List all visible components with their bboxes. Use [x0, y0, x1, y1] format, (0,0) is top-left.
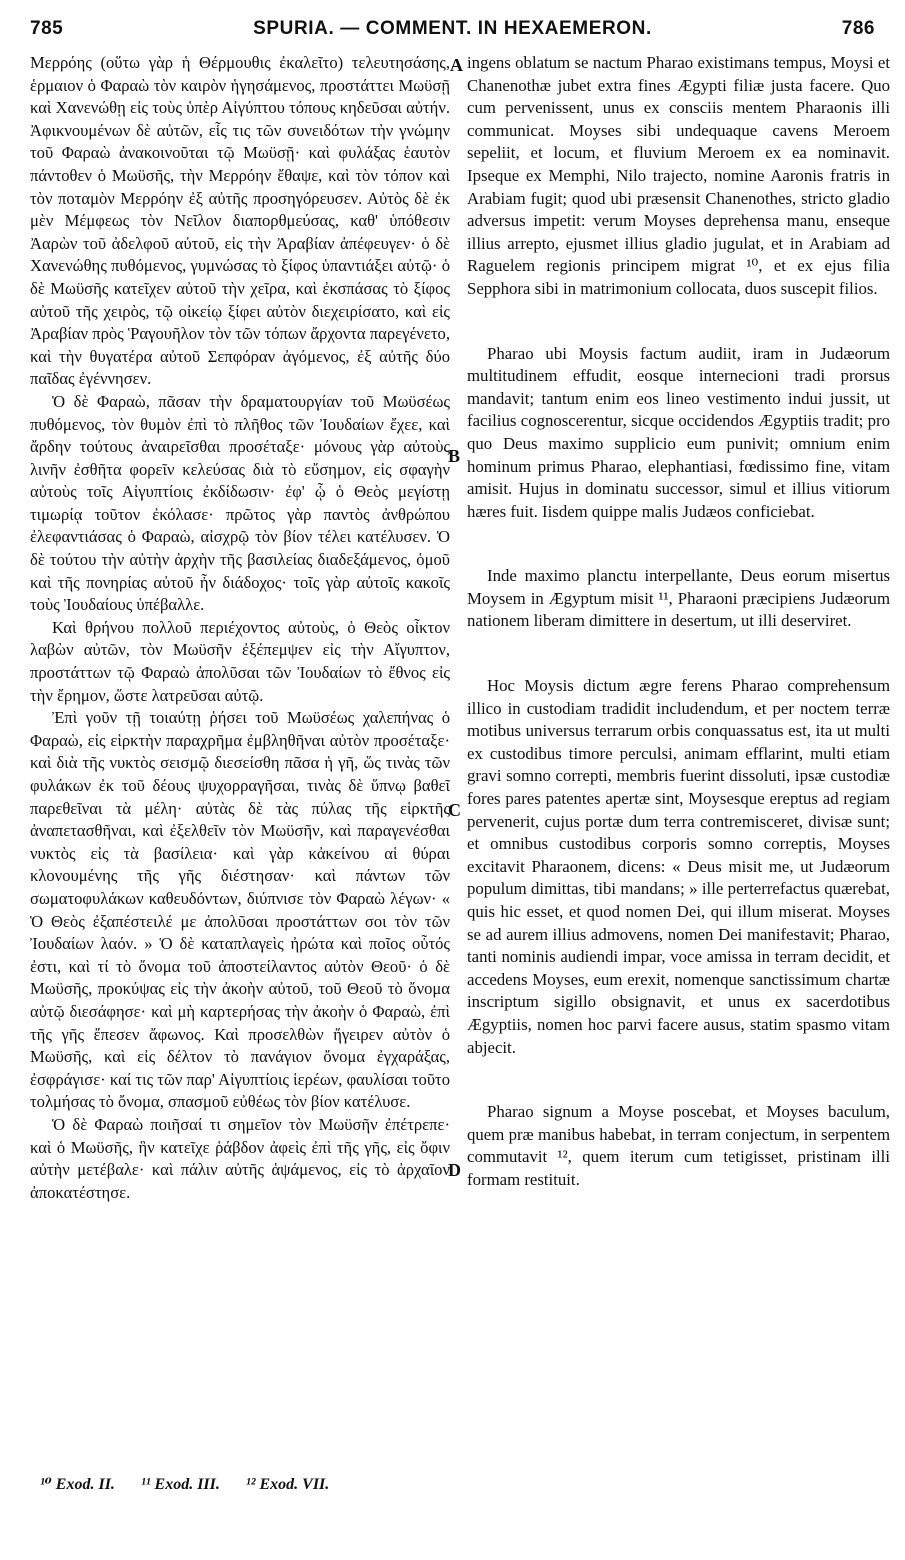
latin-paragraph-2: Pharao ubi Moysis factum audiit, iram in Judæorum multitudinem effudit, eosque internecioni tradi prorsus mandavit; tantum enim eos lineo vestimento indui jussit, ut facilius cognoscerentur, sicque occidendos Ægyptiis tradit; pro quo Deus maximo supplicio eum punivit; omnium enim hominum primus Pharao, elephantiasi, fœdissimo fine, vitam amisit. Hujus in dominatu successor, simul et illius vitiorum hæres fuit. Iisdem quippe malis Judæos conficiebat.: [467, 343, 890, 521]
section-marker-d: D: [448, 1160, 461, 1180]
greek-paragraph-3: Καὶ θρήνου πολλοῦ περιέχοντος αὐτοὺς, ὁ Θεὸς οἶκτον λαβὼν αὐτῶν, τὸν Μωϋσῆν ἐξέπεμψεν εἰς τὴν Αἴγυπτον, προστάττων τῷ Φαραὼ ἀπολῦσαι τῶν Ἰουδαίων τὸ ἔθνος εἰς τὴν ἔρημον, ὥστε λατρεῦσαι αὐτῷ.: [30, 617, 450, 705]
footnote-12: ¹² Exod. VII.: [245, 1476, 330, 1493]
footnote-11: ¹¹ Exod. III.: [140, 1476, 220, 1493]
section-marker-a: A: [450, 55, 463, 75]
latin-paragraph-4: Hoc Moysis dictum ægre ferens Pharao comprehensum illico in custodiam tradidit includendum, et per noctem terræ motibus universus terrarum orbis conquassatus est, ita ut multi ex custodibus timore perculsi, animam efflarint, multi etiam gravi somno correpti, membris fuerint dissoluti, ipsæ custodiæ fores pares patentes apertæ sint, Moysesque ereptus ad regiam pervenerit, cujus portæ dum terra contremisceret, divisæ sunt; et omnibus custodibus corporis somno correptis, Moyses excitavit Pharaonem, dicens: « Deus misit me, ut Judæorum populum dimittas, tibi mandans; » ille perterrefactus quærebat, quis hic esset, et quod nomen Dei, qui illum miserat. Moyses se ad aurem illius admovens, nomen Dei manifestavit; Pharao, tanti nominis audiendi impar, voce amissa in terram decidit, et accedens Moyses, eum erexit, nomenque sanctissimum chartæ inscriptum sigillo obsignavit, et unus ex sacerdotibus Ægyptiis, nomen hoc parvi facere ausus, statim spasmo vitam abjecit.: [467, 676, 890, 1057]
running-title: SPURIA. — COMMENT. IN HEXAEMERON.: [253, 18, 652, 39]
section-marker-b: B: [448, 446, 461, 466]
section-marker-c: C: [448, 800, 461, 820]
footnote-10: ¹⁰ Exod. II.: [40, 1476, 115, 1493]
left-page-number: 785: [30, 18, 64, 39]
greek-paragraph-5: Ὁ δὲ Φαραὼ ποιῆσαί τι σημεῖον τὸν Μωϋσῆν ἐπέτρεπε· καὶ ὁ Μωϋσῆς, ἣν κατεῖχε ῥάβδον ἀφεὶς ἐπὶ τῆς γῆς, εἰς ὄφιν αὐτὴν μετέβαλε· καὶ πάλιν αὐτῆς ἁψάμενος, εἰς τὸ ἀρχαῖον ἀποκατέστησε.: [30, 1114, 450, 1202]
page-header: [30, 18, 875, 44]
latin-paragraph-5: Pharao signum a Moyse poscebat, et Moyses baculum, quem præ manibus habebat, in terram conjectum, in serpentem commutavit ¹², quem iterum cum tetigisset, pristinam illi formam restituit.: [467, 1102, 890, 1189]
greek-paragraph-2: Ὁ δὲ Φαραὼ, πᾶσαν τὴν δραματουργίαν τοῦ Μωϋσέως πυθόμενος, τὸν θυμὸν ἐπὶ τὸ πλῆθος τῶν Ἰουδαίων ἔχεε, καὶ ἄρδην τούτους ἀναιρεῖσθαι προσέταξε· μόνους γὰρ αὐτοὺς λινῆν ἐσθῆτα φορεῖν κελεύσας διὰ τὸ εὔσημον, εἰς σφαγὴν αὐτοὺς τοῖς Αἰγυπτίοις ἐκδίδωσιν· ἐφ' ᾧ ὁ Θεὸς μεγίστῃ τιμωρίᾳ τοῦτον ἐκόλασε· πρῶτος γὰρ παντὸς ἀνθρώπου ἐλεφαντιάσας ὁ Φαραὼ, αἰσχρῷ τὸν βίον τέλει κατέλυσεν. Ὁ δὲ τούτου τὴν αὐτὴν ἀρχὴν τῆς βασιλείας διαδεξάμενος, ὁμοῦ καὶ τῆς πονηρίας αὐτοῦ ἦν διάδοχος· τοῖς γὰρ αὐτοῖς κακοῖς τοὺς Ἰουδαίους ὑπέβαλλε.: [30, 391, 450, 615]
greek-paragraph-1: Μερρόης (οὕτω γὰρ ἡ Θέρμουθις ἐκαλεῖτο) τελευτησάσης, ἑρμαιον ὁ Φαραὼ τὸν καιρὸν ἡγησάμενος, προστάττει Μωϋσῇ καὶ Χανενώθῃ εἰς τοὺς ὑπὲρ Αἰγύπτου τόπους κηδεῦσαι αὐτήν. Ἀφικνουμένων δὲ αὐτῶν, εἷς τις τῶν συνειδότων τὴν γνώμην τοῦ Φαραὼ ἀνακοινοῦται τῷ Μωϋσῇ· καὶ φυλάξας ἑαυτὸν πάντοθεν ὁ Μωϋσῆς, τὴν Μερρόην ἔθαψε, καὶ τὸν τόπον καὶ τὸν ποταμὸν Μερρόην ἐξ αὐτῆς προσηγόρευσεν. Αὐτὸς δὲ ἐκ μὲν Μέμφεως τὸν Νεῖλον διαπορθμεύσας, καθ' ὑπόθεσιν Ἀαρὼν τοῦ ἀδελφοῦ αὐτοῦ, εἰς τὴν Ἀραβίαν ἀπέφευγεν· ὁ δὲ Χανενώθης πυθόμενος, γυμνώσας τὸ ξίφος ὑπαντιάξει αὐτῷ· ὁ δὲ Μωϋσῆς κατεῖχεν αὐτοῦ τὴν χεῖρα, καὶ ἐκσπάσας τὸ ξίφος αὐτοῦ τῆς χειρὸς, τῷ οἰκείῳ ξίφει αὐτὸν διεχειρίσατο, καὶ εἰς Ἀραβίαν πρὸς Ῥαγουῆλον τὸν τῶν τόπων ἄρχοντα παρεγένετο, καὶ τὴν θυγατέρα αὐτοῦ Σεπφόραν ἀγόμενος, ἐξ αὐτῆς δύο παῖδας ἐγέννησεν.: [30, 53, 450, 389]
greek-paragraph-4: Ἐπὶ γοῦν τῇ τοιαύτῃ ῥήσει τοῦ Μωϋσέως χαλεπήνας ὁ Φαραὼ, εἰς εἱρκτὴν παραχρῆμα ἐμβληθῆναι αὐτὸν προσέταξε· καὶ διὰ τῆς νυκτὸς σεισμῷ διεσείσθη πᾶσα ἡ γῆ, ὥς τινὰς τῶν φυλάκων ἐκ τοῦ δέους ψυχορραγῆσαι, τινὰς δὲ ὕπνῳ βαθεῖ παρεθεῖναι τὰ μέλη· αὐτὰς δὲ τὰς πύλας τῆς εἱρκτῆς ἀναπετασθῆναι, καὶ ἐξελθεῖν τὸν Μωϋσῆν, καὶ παραγενέσθαι νυκτὸς εἰς τὰ βασίλεια· καὶ γὰρ κἀκείνου αἱ θύραι κλονουμένης τῆς γῆς διέστησαν· καὶ πάντων τῶν σωματοφυλάκων καθευδόντων, διύπνισε τὸν Φαραὼ λέγων· « Ὁ Θεὸς ἐξαπέστειλέ με ἀπολῦσαι προστάττων σοι τὸν τῶν Ἰουδαίων λαόν. » Ὁ δὲ καταπλαγεὶς ἠρώτα καὶ ποῖος οὗτός ἐστι, καὶ τί τὸ ὄνομα τοῦ ἀποστείλαντος αὐτὸν Θεοῦ· ὁ δὲ Μωϋσῆς, προκύψας εἰς τὴν ἀκοὴν αὐτοῦ, τοῦ Θεοῦ τὸ ὄνομα αὐτῷ διεσάφησε· καὶ μὴ καρτερήσας τὴν ἀκοὴν ὁ Φαραὼ, ἐπὶ τῆς γῆς ἔπεσεν ἄφωνος. Καὶ προσελθὼν ἤγειρεν αὐτὸν ὁ Μωϋσῆς, καὶ εἰς δέλτον τὸ πανάγιον ὄνομα ἐγχαράξας, ἐσφράγισε· καί τις τῶν παρ' Αἰγυπτίοις ἱερέων, φαυλίσαι τοῦτο τολμήσας τὸ ὄνομα, σπασμοῦ εὐθέως τὸν βίον κατέλυσε.: [30, 708, 450, 1112]
latin-paragraph-3: Inde maximo planctu interpellante, Deus eorum misertus Moysem in Ægyptum misit ¹¹, Pharaoni præcipiens Judæorum nationem liberam dimittere in desertum, ut illi deserviret.: [467, 566, 890, 631]
footnotes: [40, 1474, 351, 1494]
latin-paragraph-1: ingens oblatum se nactum Pharao existimans tempus, Moysi et Chanenothæ jubet extra fines Ægypti filiæ justa facere. Quo cum pervenissent, unus ex consciis mentem Pharaonis illi communicat. Moyses sibi undequaque cavens Meroem sepeliit, et locum, et fluvium Meroem ex ea nominavit. Ipseque ex Memphi, Nilo trajecto, nomine Aaronis fratris in Arabiam fugit; quod ubi præsensit Chanenothes, stricto gladio adversus impetit: verum Moyses deprehensa manu, enseque illius arrepto, ejusmet illius gladio jugulat, et in Arabiam ad Raguelem regionis principem migrat ¹⁰, et ex ejus filia Sepphora sibi in matrimonium collocata, duos suscepit filios.: [467, 53, 890, 298]
right-page-number: 786: [841, 18, 875, 39]
latin-column: [467, 52, 890, 1192]
greek-column: [30, 52, 450, 1204]
